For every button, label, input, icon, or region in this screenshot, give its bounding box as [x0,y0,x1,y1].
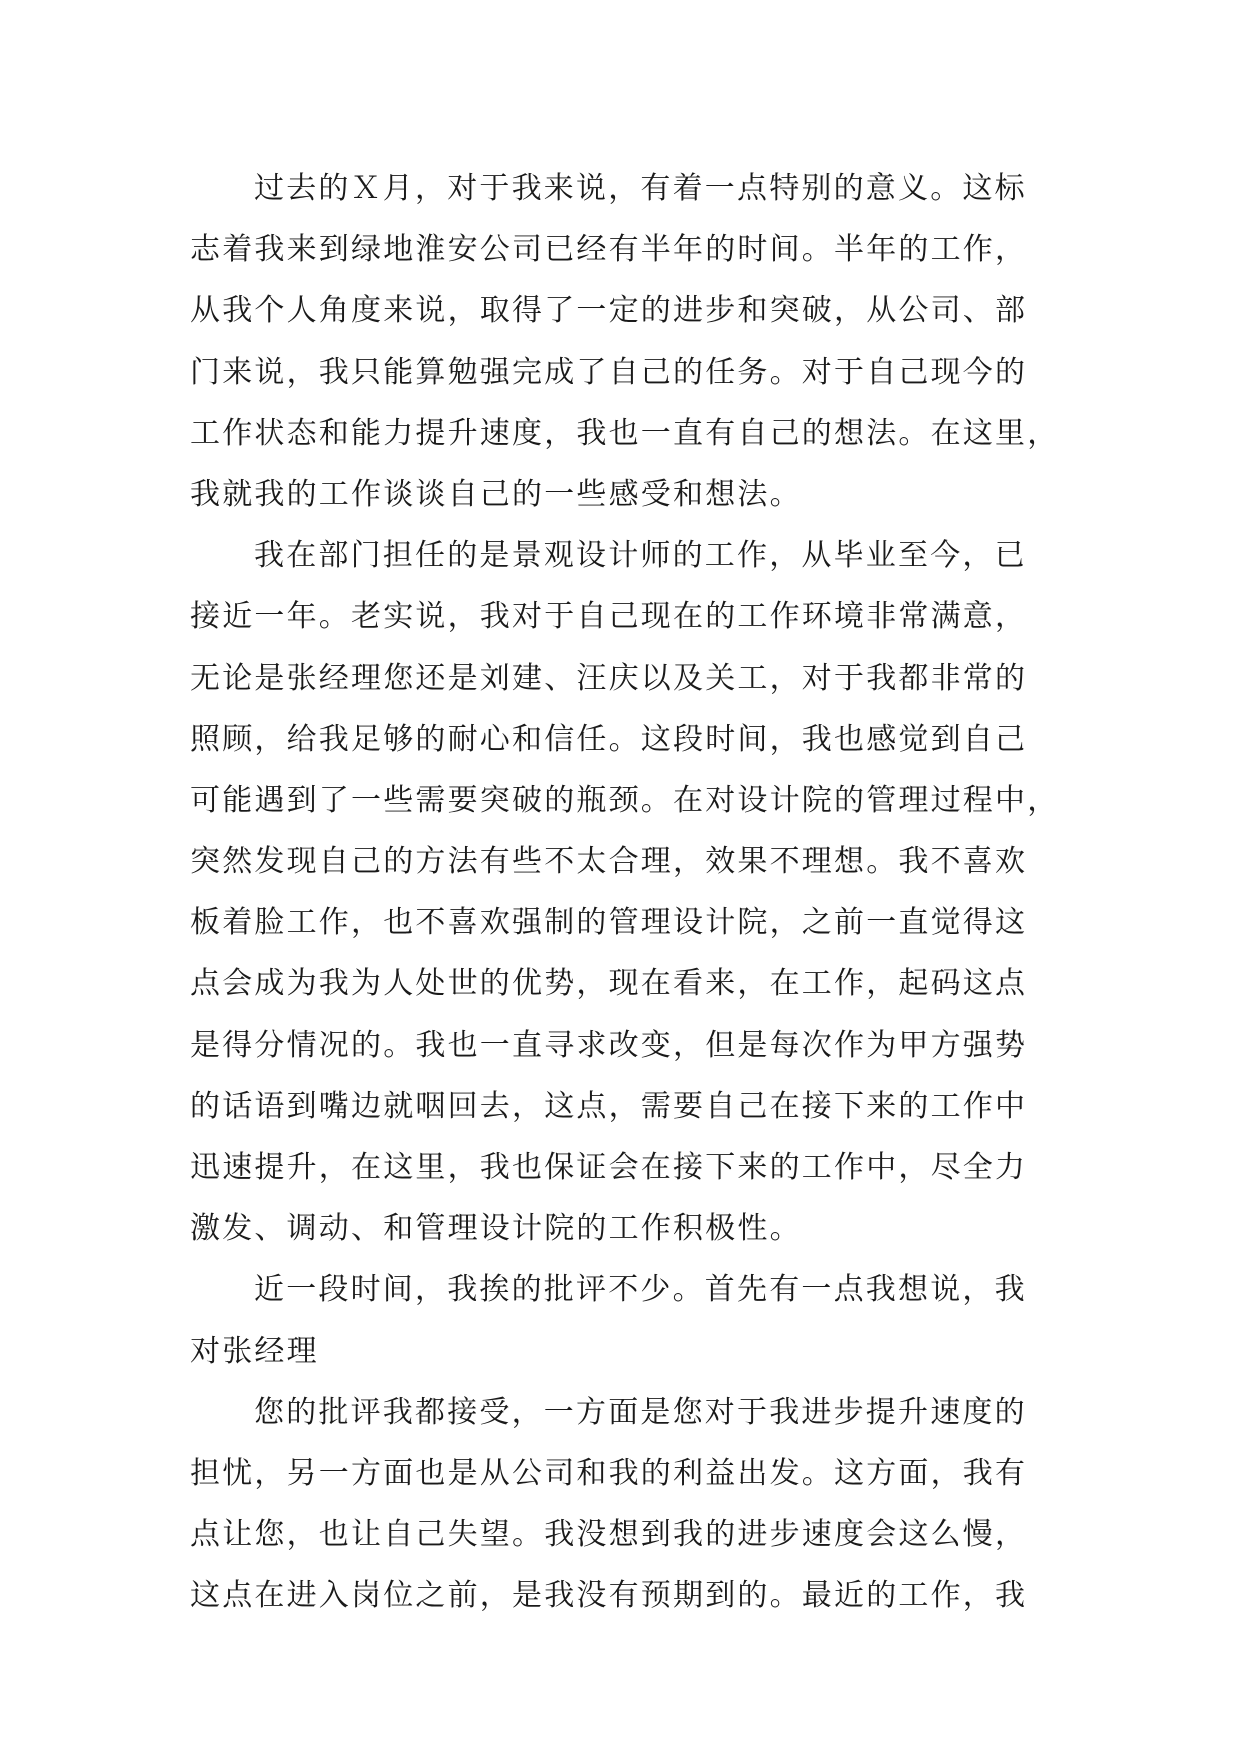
text-line: 可能遇到了一些需要突破的瓶颈。在对设计院的管理过程中， [190,782,1060,818]
text-line: 的话语到嘴边就咽回去，这点，需要自己在接下来的工作中 [190,1088,1028,1124]
text-line: 近一段时间，我挨的批评不少。首先有一点我想说，我 [254,1272,1027,1308]
text-line: 志着我来到绿地淮安公司已经有半年的时间。半年的工作， [190,232,1028,268]
text-line: 板着脸工作，也不喜欢强制的管理设计院，之前一直觉得这 [190,905,1028,941]
text-line: 迅速提升，在这里，我也保证会在接下来的工作中，尽全力 [190,1150,1028,1185]
text-line: 照顾，给我足够的耐心和信任。这段时间，我也感觉到自己 [190,721,1028,757]
text-line: 是得分情况的。我也一直寻求改变，但是每次作为甲方强势 [190,1027,1028,1063]
text-line: 您的批评我都接受，一方面是您对于我进步提升速度的 [254,1394,1027,1430]
paragraph-4 [190,1382,1052,1627]
text-line: 激发、调动、和管理设计院的工作积极性。 [190,1211,802,1247]
text-line: 接近一年。老实说，我对于自己现在的工作环境非常满意， [190,599,1028,635]
text-line: 无论是张经理您还是刘建、汪庆以及关工，对于我都非常的 [190,660,1028,696]
paragraph-1 [190,158,1060,525]
text-line: 我就我的工作谈谈自己的一些感受和想法。 [190,476,802,512]
text-line: 我在部门担任的是景观设计师的工作，从毕业至今，已 [254,538,1027,574]
text-line: 这点在进入岗位之前，是我没有预期到的。最近的工作，我 [190,1578,1028,1614]
text-line: 点会成为我为人处世的优势，现在看来，在工作，起码这点 [190,966,1028,1002]
text-line: 点让您，也让自己失望。我没想到我的进步速度会这么慢， [190,1517,1028,1553]
text-line: 从我个人角度来说，取得了一定的进步和突破，从公司、部 [190,293,1028,329]
paragraph-3 [190,1259,1052,1381]
text-line: 工作状态和能力提升速度，我也一直有自己的想法。在这里， [190,415,1060,451]
text-line: 突然发现自己的方法有些不太合理，效果不理想。我不喜欢 [190,844,1028,880]
paragraph-2 [190,525,1060,1259]
text-line: 对张经理 [190,1333,319,1369]
text-line: 过去的Ｘ月，对于我来说，有着一点特别的意义。这标 [254,171,1027,206]
text-line: 门来说，我只能算勉强完成了自己的任务。对于自己现今的 [190,354,1028,390]
text-line: 担忧，另一方面也是从公司和我的利益出发。这方面，我有 [190,1455,1028,1491]
document-body [190,158,1060,1627]
